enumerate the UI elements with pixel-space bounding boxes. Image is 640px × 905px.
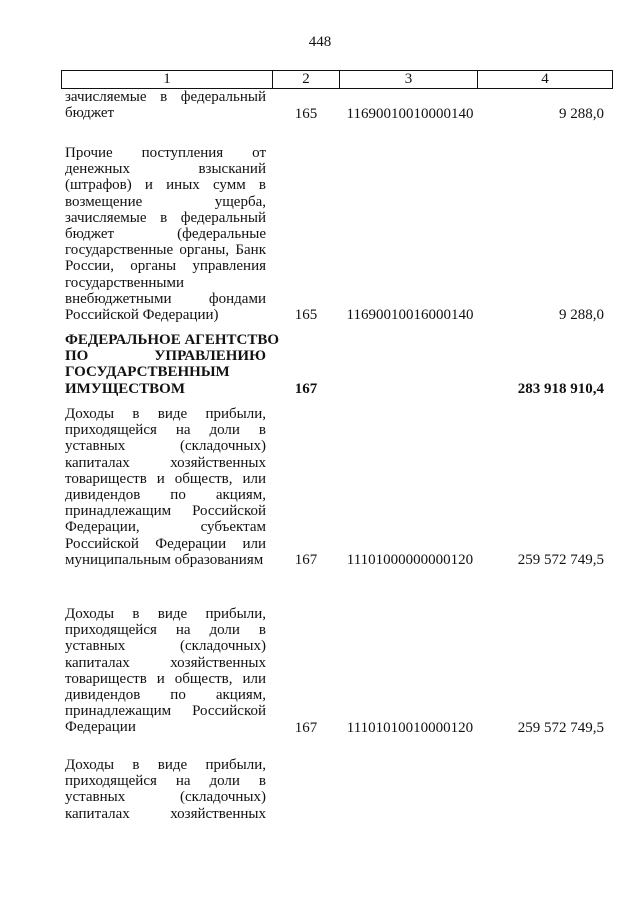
description-line: внебюджетными фондами: [65, 290, 266, 307]
row-code-chapter: 167: [294, 720, 318, 736]
description-line: бюджет: [65, 105, 115, 122]
row-code-classification: 11690010010000140: [346, 106, 474, 122]
header-col-1: 1: [62, 71, 273, 88]
table-header: [61, 70, 613, 89]
row-code-classification: 11101010010000120: [346, 720, 474, 736]
row-code-classification: 11101000000000120: [346, 552, 474, 568]
description-line: муниципальным образованиям: [65, 551, 264, 568]
description-line: принадлежащим Российской: [65, 503, 266, 520]
description-line: Российской Федерации): [65, 307, 219, 324]
description-line: Доходы в виде прибыли,: [65, 757, 266, 773]
row-description: [65, 89, 266, 121]
description-line: Прочие поступления от: [65, 145, 266, 161]
description-line: Доходы в виде прибыли,: [65, 406, 266, 422]
row-code-classification: 11690010016000140: [346, 307, 474, 323]
row-description: [65, 332, 280, 397]
header-col-2: 2: [273, 71, 340, 88]
description-line: возмещение ущерба,: [65, 193, 266, 210]
row-code-chapter: 167: [294, 381, 318, 397]
description-line: дивидендов по акциям,: [65, 487, 266, 504]
description-line: уставных (складочных): [65, 638, 266, 655]
row-amount: 259 572 749,5: [517, 720, 604, 736]
header-col-4: 4: [541, 71, 549, 87]
description-line: Российской Федерации или: [65, 535, 266, 552]
description-line: уставных (складочных): [65, 438, 266, 455]
description-line: государственными: [65, 274, 184, 291]
row-description: [65, 145, 266, 323]
description-line: бюджет (федеральные: [65, 226, 266, 243]
row-amount: 9 288,0: [559, 106, 604, 122]
row-amount: 283 918 910,4: [517, 381, 604, 397]
description-line: ПО УПРАВЛЕНИЮ: [65, 348, 266, 365]
description-line: ГОСУДАРСТВЕННЫМ: [65, 364, 230, 381]
description-line: приходящейся на доли в: [65, 773, 266, 790]
row-description: [65, 606, 266, 736]
row-description: [65, 406, 266, 568]
description-line: капиталах хозяйственных: [65, 454, 266, 471]
row-code-chapter: 165: [294, 307, 318, 323]
page-number: 448: [308, 34, 332, 50]
description-line: принадлежащим Российской: [65, 703, 266, 720]
description-line: Федерации, субъектам: [65, 519, 266, 536]
description-line: уставных (складочных): [65, 789, 266, 806]
description-line: капиталах хозяйственных: [65, 805, 266, 822]
description-line: приходящейся на доли в: [65, 422, 266, 439]
description-line: капиталах хозяйственных: [65, 654, 266, 671]
description-line: приходящейся на доли в: [65, 622, 266, 639]
description-line: денежных взысканий: [65, 161, 266, 178]
description-line: (штрафов) и иных сумм в: [65, 177, 266, 194]
description-line: товариществ и обществ, или: [65, 470, 266, 487]
row-amount: 9 288,0: [559, 307, 604, 323]
row-description: [65, 757, 266, 822]
description-line: ИМУЩЕСТВОМ: [65, 380, 185, 397]
row-code-chapter: 165: [294, 106, 318, 122]
description-line: Доходы в виде прибыли,: [65, 606, 266, 622]
row-amount: 259 572 749,5: [517, 552, 604, 568]
description-line: России, органы управления: [65, 258, 266, 275]
description-line: дивидендов по акциям,: [65, 687, 266, 704]
description-line: зачисляемые в федеральный: [65, 209, 266, 226]
description-line: ФЕДЕРАЛЬНОЕ АГЕНТСТВО: [65, 332, 280, 348]
row-code-chapter: 167: [294, 552, 318, 568]
description-line: зачисляемые в федеральный: [65, 89, 266, 105]
description-line: государственные органы, Банк: [65, 242, 266, 259]
header-col-3: 3: [340, 71, 478, 88]
description-line: Федерации: [65, 719, 136, 736]
description-line: товариществ и обществ, или: [65, 670, 266, 687]
